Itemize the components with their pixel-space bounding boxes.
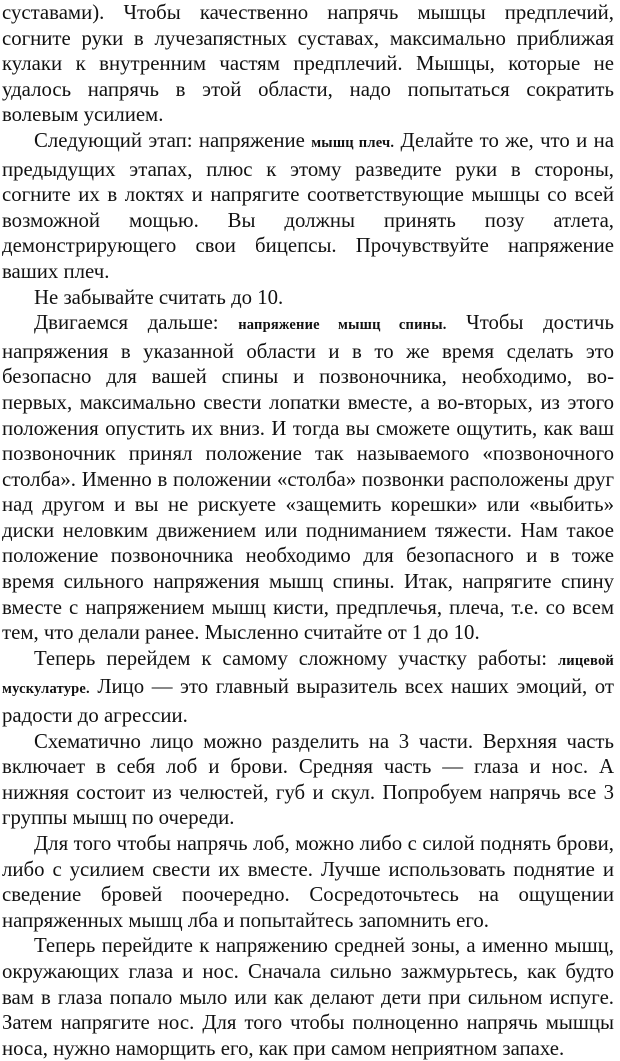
document-page xyxy=(2,0,614,1061)
paragraph-forearms-end xyxy=(2,0,614,128)
paragraph-back xyxy=(2,310,614,646)
paragraph-text: Для того чтобы напрячь лоб, можно либо с силой поднять брови, либо с усилием свести их вместе. Лучше использовать поднятие и сведение бровей поочередно. Сосредоточьтесь на ощущении напряженных мышц лба и попытайтесь запомнить его. xyxy=(2,832,614,932)
paragraph-text: Теперь перейдем к самому сложному участку работы: xyxy=(34,646,558,670)
paragraph-text: суставами). Чтобы качественно напрячь мышцы предплечий, согните руки в лучезапястных суставах, максимально приближая кулаки к внутренним частям предплечий. Мышцы, которые не удалось напрячь в этой области, надо попытаться сократить волевым усилием. xyxy=(2,1,614,127)
paragraph-text: Следующий этап: напряжение xyxy=(34,128,312,152)
paragraph-text: Двигаемся дальше: xyxy=(34,311,239,335)
paragraph-text: Не забывайте считать до 10. xyxy=(34,285,284,309)
paragraph-shoulders xyxy=(2,128,614,285)
paragraph-count-reminder xyxy=(2,285,614,311)
paragraph-face-parts xyxy=(2,729,614,831)
paragraph-text: Схематично лицо можно разделить на 3 части. Верхняя часть включает в себя лоб и брови. Средняя часть — глаза и нос. А нижняя состоит из челюстей, губ и скул. Попробуем напрячь все 3 группы мышц по очереди. xyxy=(2,729,614,830)
bold-term-face: лицевой мускулатуре. xyxy=(2,652,614,698)
paragraph-forehead xyxy=(2,831,614,933)
bold-term-back: напряжение мышц спины. xyxy=(238,317,447,334)
paragraph-text: Теперь перейдите к напряжению средней зоны, а именно мышц, окружающих глаза и нос. Сначала сильно зажмурьтесь, как будто вам в глаза попало мыло или как делают дети при сильном испуге. Затем напрягите нос. Для того чтобы полноценно напрячь мышцы носа, нужно наморщить его, как при самом неприятном запахе. xyxy=(2,934,614,1060)
paragraph-text: Лицо — это главный выразитель всех наших эмоций, от радости до агрессии. xyxy=(2,675,614,728)
bold-term-shoulders: мышц плеч. xyxy=(311,134,395,151)
paragraph-text: Делайте то же, что и на предыдущих этапах, плюс к этому разведите руки в стороны, согните их в локтях и напрягите соответствующие мышцы со всей возможной мощью. Вы должны принять позу атлета, демонстрирующего свои бицепсы. Прочувствуйте напряжение ваших плеч. xyxy=(2,128,614,283)
paragraph-eyes-nose xyxy=(2,933,614,1061)
paragraph-text: Чтобы достичь напряжения в указанной области и в то же время сделать это безопасно для вашей спины и позвоночника, необходимо, во-первых, максимально свести лопатки вместе, а во-вторых, из этого положения опустить их вниз. И тогда вы сможете ощутить, как ваш позвоночник принял положение так называемого «позвоночного столба». Именно в положении «столба» позвонки расположены друг над другом и вы не рискуете «защемить корешки» или «выбить» диски неловким движением или подниманием тяжести. Нам такое положение позвоночника необходимо для безопасного и в тоже время сильного напряжения мышц спины. Итак, напрягите спину вместе с напряжением мышц кисти, предплечья, плеча, т.е. со всем тем, что делали ранее. Мысленно считайте от 1 до 10. xyxy=(2,311,614,645)
paragraph-face-intro xyxy=(2,646,614,729)
